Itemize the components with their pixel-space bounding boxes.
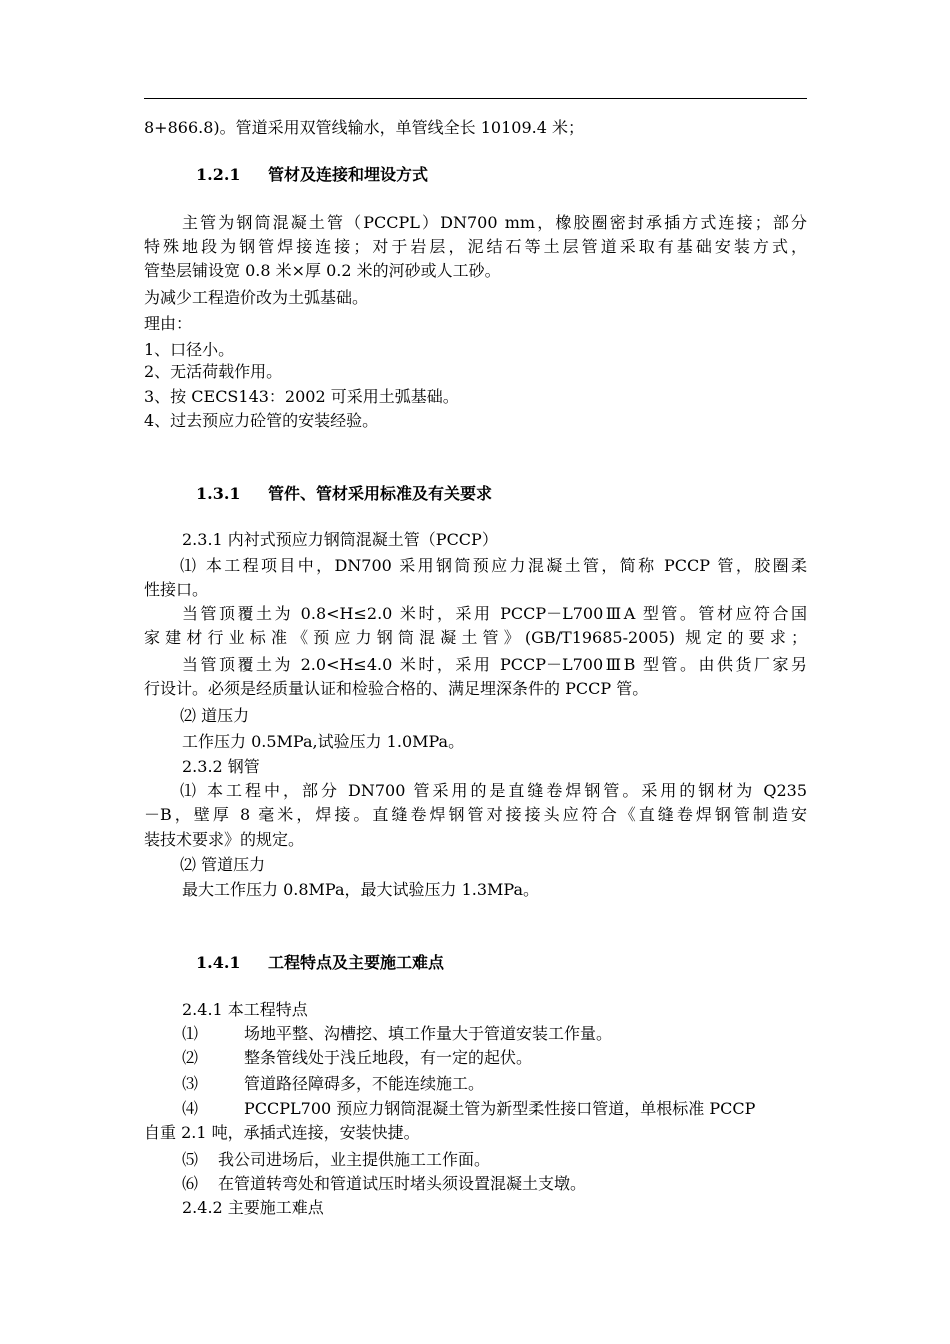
list-text: 我公司进场后，业主提供施工工作面。 [218, 1150, 491, 1169]
paragraph-line: 当管顶覆土为 2.0<H≤4.0 米时，采用 PCCP－L700ⅢB 型管。由供货厂家另 [182, 655, 807, 674]
list-item [182, 1072, 484, 1096]
list-text: 整条管线处于浅丘地段，有一定的起伏。 [244, 1048, 533, 1067]
list-item: 4、过去预应力砼管的安装经验。 [144, 411, 379, 430]
paragraph-line: 特殊地段为钢管焊接连接；对于岩层，泥结石等土层管道采取有基础安装方式， [144, 237, 807, 256]
paragraph-line: 主管为钢筒混凝土管（PCCPL）DN700 mm，橡胶圈密封承插方式连接；部分 [182, 213, 807, 232]
subsection-heading: 2.3.2 钢管 [182, 757, 260, 776]
list-marker: ⑴ [182, 1024, 199, 1043]
paragraph-line: 理由： [144, 314, 193, 333]
list-item [182, 1046, 532, 1070]
paragraph-line: 管垫层铺设宽 0.8 米×厚 0.2 米的河砂或人工砂。 [144, 261, 501, 280]
section-title: 工程特点及主要施工难点 [268, 953, 445, 972]
list-text: PCCPL700 预应力钢筒混凝土管为新型柔性接口管道，单根标准 PCCP [244, 1099, 756, 1118]
section-number: 1.3.1 [196, 484, 241, 503]
list-text: 管道路径障碍多，不能连续施工。 [244, 1074, 485, 1093]
list-item [182, 1022, 612, 1046]
list-text: 在管道转弯处和管道试压时堵头须设置混凝土支墩。 [218, 1174, 587, 1193]
list-marker: ⑶ [182, 1074, 199, 1093]
section-number: 1.2.1 [196, 165, 241, 184]
paragraph-line: 最大工作压力 0.8MPa，最大试验压力 1.3MPa。 [182, 880, 540, 899]
header-rule [144, 98, 807, 99]
list-marker: ⑷ [182, 1099, 199, 1118]
list-item: 3、按 CECS143：2002 可采用土弧基础。 [144, 387, 459, 406]
paragraph-line: 当管顶覆土为 0.8<H≤2.0 米时，采用 PCCP－L700ⅢA 型管。管材应符合国 [182, 604, 807, 623]
list-marker: ⑵ [182, 1048, 199, 1067]
paragraph-line: 家建材行业标准《预应力钢筒混凝土管》(GB/T19685-2005) 规定的要求； [144, 628, 807, 647]
paragraph-line: －B，壁厚 8 毫米，焊接。直缝卷焊钢管对接接头应符合《直缝卷焊钢管制造安 [144, 805, 807, 824]
paragraph-line: 行设计。必须是经质量认证和检验合格的、满足埋深条件的 PCCP 管。 [144, 679, 649, 698]
section-number: 1.4.1 [196, 953, 241, 972]
subsection-heading: 2.4.1 本工程特点 [182, 1000, 308, 1019]
paragraph-line: 为减少工程造价改为土弧基础。 [144, 288, 369, 307]
paragraph-line: ⑵ 管道压力 [180, 855, 266, 874]
section-title: 管件、管材采用标准及有关要求 [268, 484, 493, 503]
paragraph-line: 装技术要求》的规定。 [144, 830, 305, 849]
subsection-heading: 2.4.2 主要施工难点 [182, 1198, 324, 1217]
list-item-continuation: 自重 2.1 吨，承插式连接，安装快捷。 [144, 1123, 420, 1142]
section-heading-1-4-1 [196, 951, 444, 975]
paragraph-line: 工作压力 0.5MPa,试验压力 1.0MPa。 [182, 732, 465, 751]
list-item: 1、口径小。 [144, 340, 235, 359]
list-marker: ⑸ [182, 1150, 199, 1169]
intro-line: 8+866.8)。管道采用双管线输水，单管线全长 10109.4 米； [144, 118, 584, 137]
paragraph-line: ⑵ 道压力 [180, 706, 250, 725]
list-marker: ⑹ [182, 1174, 199, 1193]
subsection-heading: 2.3.1 内衬式预应力钢筒混凝土管（PCCP） [182, 530, 498, 549]
list-item [182, 1172, 586, 1196]
list-text: 场地平整、沟槽挖、填工作量大于管道安装工作量。 [244, 1024, 613, 1043]
paragraph-line: ⑴ 本工程中，部分 DN700 管采用的是直缝卷焊钢管。采用的钢材为 Q235 [180, 781, 807, 800]
paragraph-line: ⑴ 本工程项目中，DN700 采用钢筒预应力混凝土管，简称 PCCP 管，胶圈柔 [180, 556, 807, 575]
section-title: 管材及连接和埋设方式 [268, 165, 429, 184]
list-item: 2、无活荷载作用。 [144, 362, 283, 381]
section-heading-1-3-1 [196, 482, 492, 506]
paragraph-line: 性接口。 [144, 580, 209, 599]
section-heading-1-2-1 [196, 163, 428, 187]
list-item [182, 1148, 490, 1172]
list-item [182, 1097, 807, 1121]
